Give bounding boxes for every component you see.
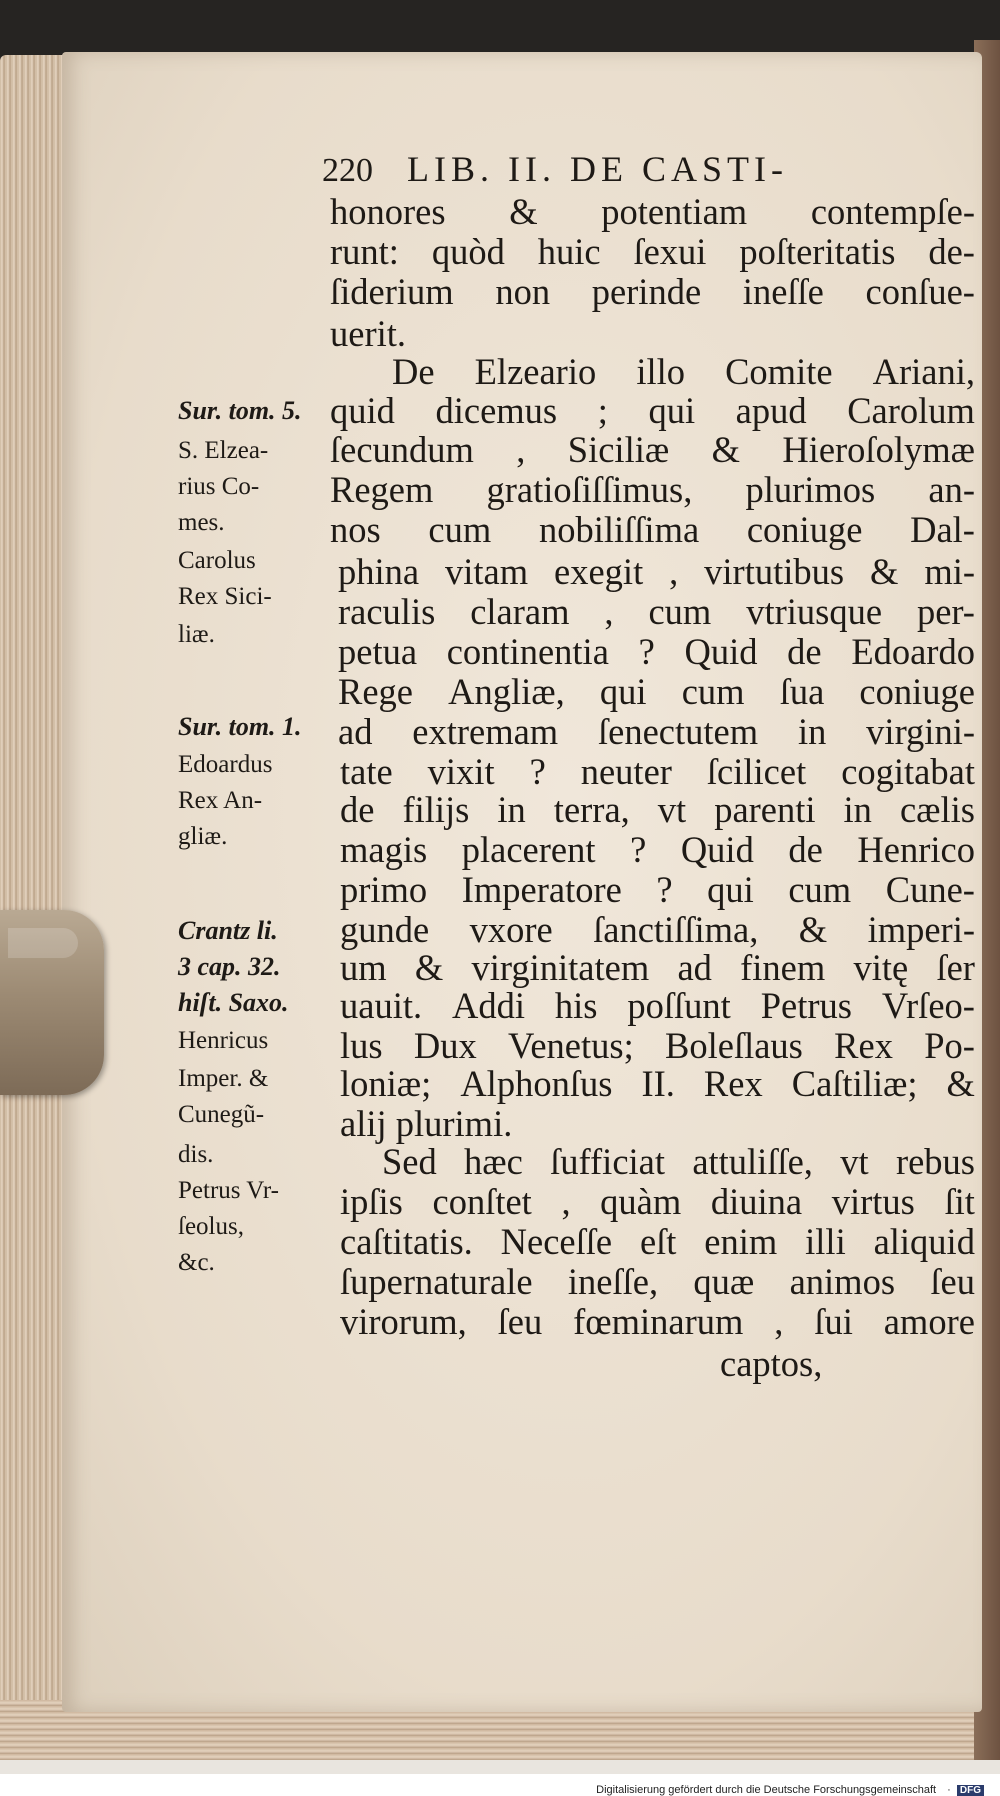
margin-note-line: hiſt. Saxo. <box>178 988 289 1017</box>
word: vt <box>657 789 687 830</box>
word: ? <box>630 829 647 870</box>
word: placerent <box>461 829 596 870</box>
word: quid <box>330 390 395 431</box>
word: , <box>669 551 679 592</box>
word: cum <box>648 591 712 632</box>
word: diuina <box>710 1181 803 1222</box>
word: cogitabat <box>841 751 975 792</box>
page-clip-highlight <box>8 928 78 958</box>
word: contempſe- <box>810 191 975 232</box>
word: phina <box>338 551 420 592</box>
word: fœminarum <box>573 1301 744 1342</box>
word: poſſunt <box>627 985 731 1026</box>
margin-note-line: Crantz li. <box>178 916 278 945</box>
word: attuliſſe, <box>692 1141 813 1182</box>
text-line <box>330 230 975 273</box>
word: vxore <box>469 909 553 950</box>
word: terra, <box>553 789 630 830</box>
word: virorum, <box>340 1301 467 1342</box>
margin-note-line: Imper. & <box>178 1065 269 1092</box>
margin-note-line: Sur. tom. 1. <box>178 712 302 741</box>
word: hæc <box>464 1141 523 1182</box>
word: Alphonſus <box>460 1063 613 1104</box>
word: qui <box>707 869 754 910</box>
word: de <box>787 631 822 672</box>
word: imperi- <box>867 909 975 950</box>
word: magis <box>340 829 428 870</box>
word: rebus <box>895 1141 975 1182</box>
word: Petrus <box>760 985 852 1026</box>
word: Regem <box>330 469 434 510</box>
word: perinde <box>591 271 702 312</box>
word: ? <box>638 631 655 672</box>
word: ad <box>677 947 712 988</box>
margin-note-line: mes. <box>178 509 225 536</box>
text-line <box>340 828 975 871</box>
text-line: captos, <box>720 1343 823 1384</box>
margin-note-line: 3 cap. 32. <box>178 952 281 981</box>
word: Vrſeo- <box>881 985 975 1026</box>
text-line <box>330 190 975 233</box>
word: Quid <box>680 829 754 870</box>
word: finem <box>740 947 826 988</box>
word: Venetus; <box>508 1025 634 1066</box>
word: ſenectutem <box>598 711 759 752</box>
word: animos <box>789 1261 896 1302</box>
margin-note-line: liæ. <box>178 621 215 648</box>
word: per- <box>916 591 975 632</box>
word: apud <box>735 390 807 431</box>
word: um <box>340 947 387 988</box>
word: enim <box>704 1221 778 1262</box>
word: in <box>497 789 526 830</box>
word: cum <box>788 869 852 910</box>
word: non <box>495 271 551 312</box>
margin-note-line: Sur. tom. 5. <box>178 396 302 425</box>
word: & <box>798 909 828 950</box>
word: ſupernaturale <box>340 1261 533 1302</box>
word: huic <box>537 231 601 272</box>
word: , <box>604 591 614 632</box>
word: Imperatore <box>461 869 622 910</box>
margin-note-line: ſeolus, <box>178 1213 244 1240</box>
word: quòd <box>431 231 505 272</box>
text-line <box>340 868 975 911</box>
word: Siciliæ <box>567 429 670 470</box>
word: cum <box>428 509 492 550</box>
word: plurimos <box>745 469 876 510</box>
text-line: alij plurimi. <box>340 1103 513 1144</box>
word: Henrico <box>857 829 975 870</box>
word: de <box>788 829 823 870</box>
word: vitam <box>445 551 529 592</box>
margin-note-line: gliæ. <box>178 823 228 850</box>
word: loniæ; <box>340 1063 432 1104</box>
word: poſteritatis <box>739 231 896 272</box>
word: Dux <box>413 1025 477 1066</box>
word: conſue- <box>865 271 975 312</box>
word: aliquid <box>873 1221 975 1262</box>
word: caſtitatis. <box>340 1221 473 1262</box>
word: gunde <box>340 909 430 950</box>
word: illi <box>805 1221 846 1262</box>
text-line <box>338 590 975 633</box>
word: parenti <box>714 789 816 830</box>
word: petua <box>338 631 418 672</box>
margin-note-line: &c. <box>178 1249 215 1276</box>
word: Quid <box>684 631 758 672</box>
dfg-logo: DFG <box>957 1785 984 1796</box>
word: qui <box>648 390 696 431</box>
word: Hieroſolymæ <box>782 429 975 470</box>
word: II. <box>641 1063 675 1104</box>
text-line <box>330 428 975 471</box>
text-line <box>338 550 975 593</box>
word: mi- <box>924 551 975 592</box>
word: an- <box>928 469 975 510</box>
word: gratioſiſſimus, <box>486 469 693 510</box>
word: ſiderium <box>330 271 454 312</box>
word: ſer <box>936 947 975 988</box>
word: vtriusque <box>746 591 883 632</box>
margin-note-line: Henricus <box>178 1027 269 1054</box>
word: Ariani, <box>872 351 975 392</box>
word: quàm <box>600 1181 682 1222</box>
text-line <box>340 1220 975 1263</box>
word: ? <box>529 751 546 792</box>
word: nobiliſſima <box>538 509 700 550</box>
text-line <box>338 630 975 673</box>
word: ſui <box>814 1301 853 1342</box>
word: Rege <box>338 671 413 712</box>
text-line <box>340 1260 975 1303</box>
running-header <box>322 148 788 190</box>
text-line: uerit. <box>330 313 407 354</box>
text-line <box>340 946 975 989</box>
word: & <box>870 551 899 592</box>
footer-credit: Digitalisierung gefördert durch die Deutsche Forschungsgemeinschaft <box>596 1784 937 1796</box>
word: ſeu <box>930 1261 975 1302</box>
word: neuter <box>580 751 672 792</box>
margin-note-line: rius Co- <box>178 473 260 500</box>
text-line <box>340 1300 975 1343</box>
word: ſecundum <box>330 429 474 470</box>
word: raculis <box>338 591 436 632</box>
margin-note-line: Edoardus <box>178 751 273 778</box>
word: uauit. <box>340 985 423 1026</box>
margin-note-line: Rex An- <box>178 787 263 814</box>
text-line <box>330 389 975 432</box>
word: his <box>554 985 598 1026</box>
word: ſeu <box>497 1301 543 1342</box>
text-line <box>338 710 975 753</box>
word: primo <box>340 869 428 910</box>
word: Addi <box>452 985 525 1026</box>
word: ? <box>656 869 673 910</box>
text-line <box>330 508 975 551</box>
word: & <box>946 1063 975 1104</box>
word: ſit <box>944 1181 975 1222</box>
word: De <box>392 351 435 392</box>
word: ſexui <box>633 231 707 272</box>
word: potentiam <box>601 191 748 232</box>
word: Sed <box>382 1141 437 1182</box>
word: , <box>774 1301 784 1342</box>
word: vixit <box>427 751 495 792</box>
word: Caſtiliæ; <box>791 1063 918 1104</box>
word: & <box>414 947 444 988</box>
word: ineſſe, <box>567 1261 659 1302</box>
digitization-footer: Digitalisierung gefördert durch die Deutsche Forschungsgemeinschaft · DFG <box>0 1774 1000 1796</box>
word: Carolum <box>847 390 975 431</box>
word: qui <box>599 671 647 712</box>
word: runt: <box>330 231 399 272</box>
word: eſt <box>639 1221 677 1262</box>
word: Boleſlaus <box>665 1025 803 1066</box>
running-title: LIB. II. DE CASTI- <box>407 149 788 189</box>
page-clip <box>0 910 104 1095</box>
word: cum <box>681 671 745 712</box>
word: Angliæ, <box>448 671 565 712</box>
text-line <box>340 1180 975 1223</box>
word: continentia <box>446 631 609 672</box>
word: vitę <box>853 947 909 988</box>
word: ad <box>338 711 373 752</box>
word: ineſſe <box>742 271 824 312</box>
word: , <box>561 1181 571 1222</box>
page-number: 220 <box>322 152 373 189</box>
text-line <box>340 984 975 1027</box>
margin-note-line: S. Elzea- <box>178 437 269 464</box>
word: ſanctiſſima, <box>593 909 759 950</box>
word: virginitatem <box>471 947 650 988</box>
word: in <box>843 789 872 830</box>
text-line <box>330 468 975 511</box>
word: filijs <box>402 789 470 830</box>
word: conſtet <box>432 1181 532 1222</box>
word: & <box>711 429 740 470</box>
text-line <box>340 1024 975 1067</box>
margin-note-line: Petrus Vr- <box>178 1177 280 1204</box>
word: nos <box>330 509 381 550</box>
word: Rex <box>834 1025 893 1066</box>
word: ; <box>597 390 608 431</box>
word: ſua <box>779 671 825 712</box>
word: Rex <box>703 1063 763 1104</box>
margin-note-line: Cunegũ- <box>178 1101 265 1128</box>
word: ſufficiat <box>550 1141 666 1182</box>
word: de <box>340 789 375 830</box>
word: , <box>516 429 526 470</box>
word: vt <box>840 1141 869 1182</box>
margin-note-line: dis. <box>178 1141 214 1168</box>
margin-note-line: Rex Sici- <box>178 583 272 610</box>
word: Comite <box>725 351 833 392</box>
word: amore <box>883 1301 975 1342</box>
word: lus <box>340 1025 383 1066</box>
word: Dal- <box>910 509 975 550</box>
word: Elzeario <box>474 351 597 392</box>
word: ipſis <box>340 1181 403 1222</box>
word: de- <box>928 231 975 272</box>
word: coniuge <box>859 671 975 712</box>
word: virgini- <box>866 711 975 752</box>
word: Edoardo <box>851 631 975 672</box>
text-line <box>340 788 975 831</box>
word: virtus <box>831 1181 915 1222</box>
word: Neceſſe <box>500 1221 613 1262</box>
word: illo <box>636 351 685 392</box>
word: extremam <box>412 711 559 752</box>
word: claram <box>470 591 570 632</box>
text-line <box>340 908 975 951</box>
word: quæ <box>693 1261 755 1302</box>
word: in <box>797 711 827 752</box>
text-line <box>338 670 975 713</box>
word: honores <box>330 191 446 232</box>
word: coniuge <box>746 509 863 550</box>
word: exegit <box>554 551 644 592</box>
word: virtutibus <box>704 551 845 592</box>
word: dicemus <box>435 390 558 431</box>
text-line <box>340 750 975 793</box>
text-line <box>340 1062 975 1105</box>
text-line <box>330 270 975 313</box>
margin-note-line: Carolus <box>178 547 256 574</box>
word: tate <box>340 751 393 792</box>
word: ſcilicet <box>706 751 807 792</box>
word: Po- <box>924 1025 975 1066</box>
text-line <box>392 350 975 393</box>
word: & <box>509 191 538 232</box>
word: cælis <box>899 789 975 830</box>
word: Cune- <box>885 869 975 910</box>
text-line <box>382 1140 975 1183</box>
